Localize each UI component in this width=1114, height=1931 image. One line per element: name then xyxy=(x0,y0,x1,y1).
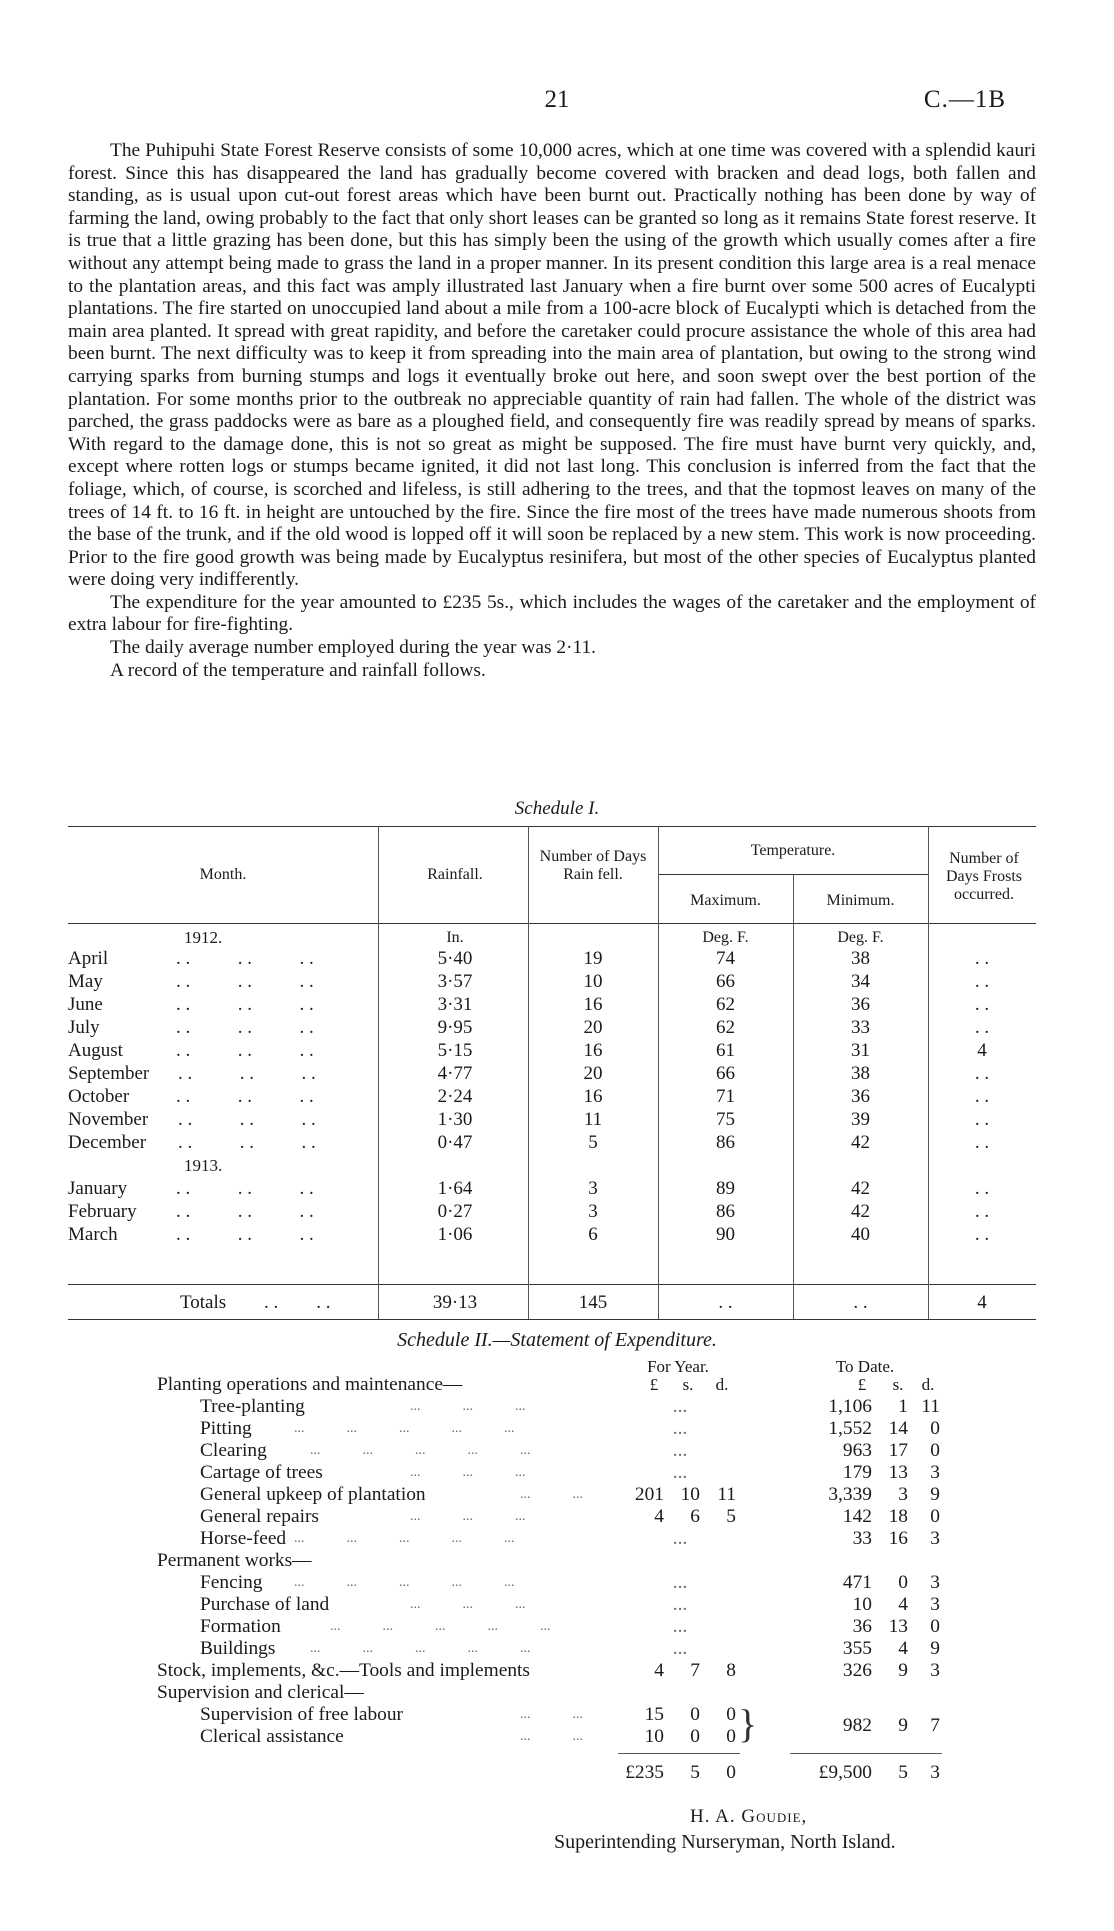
year-1912: 1912. xyxy=(184,928,223,947)
table-row: Cartage of trees ... ... ... ... 179 13 3 xyxy=(200,1462,940,1483)
grand-totals-row: £235 5 0 £9,500 5 3 xyxy=(625,1762,940,1783)
table-row: Buildings ... ... ... ... ... ... 355 4 9 xyxy=(200,1638,940,1659)
col-for-year: For Year. xyxy=(647,1357,709,1376)
header-days-rain: Number of Days Rain fell. xyxy=(539,848,647,883)
totals-rain: 39·13 xyxy=(432,1292,478,1313)
totals-days: 145 xyxy=(578,1292,608,1313)
totals-label: Totals xyxy=(180,1292,227,1313)
header-maximum: Maximum. xyxy=(690,892,761,909)
header-month: Month. xyxy=(199,866,247,883)
paragraph-employed: The daily average number employed during the year was 2·11. xyxy=(110,637,597,659)
body-text xyxy=(68,140,1036,682)
table-row: Supervision of free labour ... ... 15 0 0 xyxy=(200,1704,736,1725)
table-row: October . . . . . . 2·24 16 71 36 . . xyxy=(68,1086,990,1107)
table-top-rule xyxy=(68,826,1036,827)
paragraph-record: A record of the temperature and rainfall follows. xyxy=(110,659,486,681)
table-bottom-rule xyxy=(68,1319,1036,1320)
table-row: June . . . . . . 3·31 16 62 36 . . xyxy=(68,994,990,1015)
table-row: Formation ... ... ... ... ... ... 36 13 0 xyxy=(200,1616,940,1637)
table-row: General upkeep of plantation ... ... 201 10 11 3,339 3 9 xyxy=(200,1484,940,1505)
page-number: 21 xyxy=(544,86,570,113)
supervision-total-row: 982 9 7 xyxy=(842,1715,940,1736)
paragraph-expenditure: The expenditure for the year amounted to £235 5s., which includes the wages of the caretaker and the employment of extra labour for fire-fighting. xyxy=(68,591,1036,636)
header-temperature: Temperature. xyxy=(750,842,836,859)
table-row: Fencing ... ... ... ... ... ... 471 0 3 xyxy=(200,1572,940,1593)
table-row: February . . . . . . 0·27 3 86 42 . . xyxy=(68,1201,990,1222)
table-row: Clerical assistance ... ... 10 0 0 xyxy=(200,1726,736,1747)
units-row xyxy=(68,926,1036,949)
header-frosts: Number of Days Frosts occurred. xyxy=(945,850,1022,903)
table-row: General repairs ... ... ... 4 6 5 142 18 0 xyxy=(200,1506,940,1527)
header-minimum: Minimum. xyxy=(826,892,895,909)
schedule-1-table xyxy=(68,826,1036,1320)
table-row: Clearing ... ... ... ... ... ... 963 17 0 xyxy=(200,1440,940,1461)
to-date-total-rule xyxy=(790,1753,942,1754)
table-row: August . . . . . . 5·15 16 61 31 4 xyxy=(68,1040,987,1061)
year-row xyxy=(68,1154,1036,1177)
unit-maximum: Deg. F. xyxy=(702,929,749,946)
table-row: Stock, implements, &c.—Tools and implements 4 7 8 326 9 3 xyxy=(157,1660,940,1681)
section-heading: Permanent works— xyxy=(157,1550,312,1571)
section-heading: Planting operations and maintenance— xyxy=(157,1374,463,1395)
year-1913: 1913. xyxy=(184,1156,223,1175)
header-rainfall: Rainfall. xyxy=(427,866,483,883)
table-row: January . . . . . . 1·64 3 89 42 . . xyxy=(68,1178,990,1199)
table-row: March . . . . . . 1·06 6 90 40 . . xyxy=(68,1224,990,1245)
for-year-total-rule xyxy=(618,1753,740,1754)
table-row: Purchase of land ... ... ... ... 10 4 3 xyxy=(200,1594,940,1615)
table-row: July . . . . . . 9·95 20 62 33 . . xyxy=(68,1017,990,1038)
totals-max: . . xyxy=(718,1292,733,1313)
table-row: September . . . . . . 4·77 20 66 38 . . xyxy=(68,1063,990,1084)
unit-minimum: Deg. F. xyxy=(837,929,884,946)
schedule-2-table: For Year. To Date. £ s. d. £ s. d. Planting operations and maintenance— Tree-planting ... ... ... ... 1,106 1 11 Pitting ... ... ... ... ... ... 1,552 14 0 Clearing ... ... ... ... ... ... 963 17 0 Cartage of trees ... ... ... ... 179 13 3 General upkeep of plantation ... ... 201 10 11 3,339 3 9 General repairs ... ... ... 4 6 5 142 18 0 Horse-feed ... ... ... ... ... ... 33 16 3 Permanent works— Fencing ... ... ... ... ... ... 471 0 3 Purchase of land ... ... ... ... 10 4 3 Formation ... ... ... ... ... ... 36 13 0 Buildings ... ... ... ... ... ... 355 4 9 Stock, implements, &c.—Tools and implements 4 7 8 326 9 3 Supervision and clerical— Supervision of free labour ... ... 15 0 0 Clerical assistance ... ... 10 0 0 } 982 9 7 £235 5 0 £9,500 5 3 xyxy=(0,1352,1114,1812)
unit-rainfall: In. xyxy=(446,929,464,946)
table-row: Horse-feed ... ... ... ... ... ... 33 16 3 xyxy=(200,1528,940,1549)
table-row: November . . . . . . 1·30 11 75 39 . . xyxy=(68,1109,990,1130)
signature-name: H. A. Goudie, xyxy=(690,1806,808,1827)
section-heading: Supervision and clerical— xyxy=(157,1682,364,1703)
table-row: Pitting ... ... ... ... ... ... 1,552 14 0 xyxy=(200,1418,940,1439)
totals-min: . . xyxy=(853,1292,868,1313)
table-row: May . . . . . . 3·57 10 66 34 . . xyxy=(68,971,990,992)
header-bottom-rule xyxy=(68,923,1036,924)
schedule-2-title: Schedule II.—Statement of Expenditure. xyxy=(397,1329,717,1351)
paragraph-main: The Puhipuhi State Forest Reserve consists of some 10,000 acres, which at one time was covered with a splendid kauri forest. Since this has disappeared the land has gradually become covered with bracken and dead logs, both fallen and standing, as is usual upon cut-out forest areas which have been burnt out. Practically nothing has been done by way of farming the land, owing probably to the fact that only short leases can be granted so long as it remains State forest reserve. It is true that a little grazing has been done, but this has simply been the using of the growth which usually comes after a fire without any attempt being made to grass the land in a proper manner. In its present condition this large area is a real menace to the plantation areas, and this fact was amply illustrated last January when a fire burnt over some 500 acres of Eucalypti plantations. The fire started on unoccupied land about a mile from a 100-acre block of Eucalypti which is detached from the main area planted. It spread with great rapidity, and before the caretaker could procure assistance the whole of this area had been burnt. The next difficulty was to keep it from spreading into the main area of plantation, but owing to the strong wind carrying sparks from burning stumps and logs it eventually broke out here, and soon swept over the best portion of the plantation. For some months prior to the outbreak no appreciable quantity of rain had fallen. The whole of the district was parched, the grass paddocks were as bare as a ploughed field, and consequently fire was readily spread by means of sparks. With regard to the damage done, this is not so great as might be supposed. The fire must have burnt very quickly, and, except where rotten logs or stumps became ignited, it did not last long. This conclusion is inferred from the fact that the foliage, which, of course, is scorched and lifeless, is still adhering to the trees, and that the topmost leaves on many of the trees of 14 ft. to 16 ft. in height are untouched by the fire. Since the fire most of the trees have made numerous shoots from the base of the trunk, and if the old wood is lopped off it will soon be replaced by a new stem. This work is now proceeding. Prior to the fire good growth was being made by Eucalyptus resinifera, but most of the other species of Eucalyptus planted were doing very indifferently. xyxy=(68,140,1036,591)
totals-top-rule xyxy=(68,1284,1036,1285)
totals-frosts: 4 xyxy=(977,1292,987,1313)
col-to-date: To Date. xyxy=(835,1357,895,1376)
table-row: April . . . . . . 5·40 19 74 38 . . xyxy=(68,948,990,969)
document-reference: C.—1B xyxy=(923,86,1006,113)
table-row: Tree-planting ... ... ... ... 1,106 1 11 xyxy=(200,1396,940,1417)
totals-row: Totals . . . . 39·13 145 . . . . 4 xyxy=(68,1291,1036,1314)
table-row: December . . . . . . 0·47 5 86 42 . . xyxy=(68,1132,990,1153)
schedule-1-title: Schedule I. xyxy=(514,798,600,819)
signature-title: Superintending Nurseryman, North Island. xyxy=(554,1831,896,1853)
brace: } xyxy=(738,1701,758,1746)
